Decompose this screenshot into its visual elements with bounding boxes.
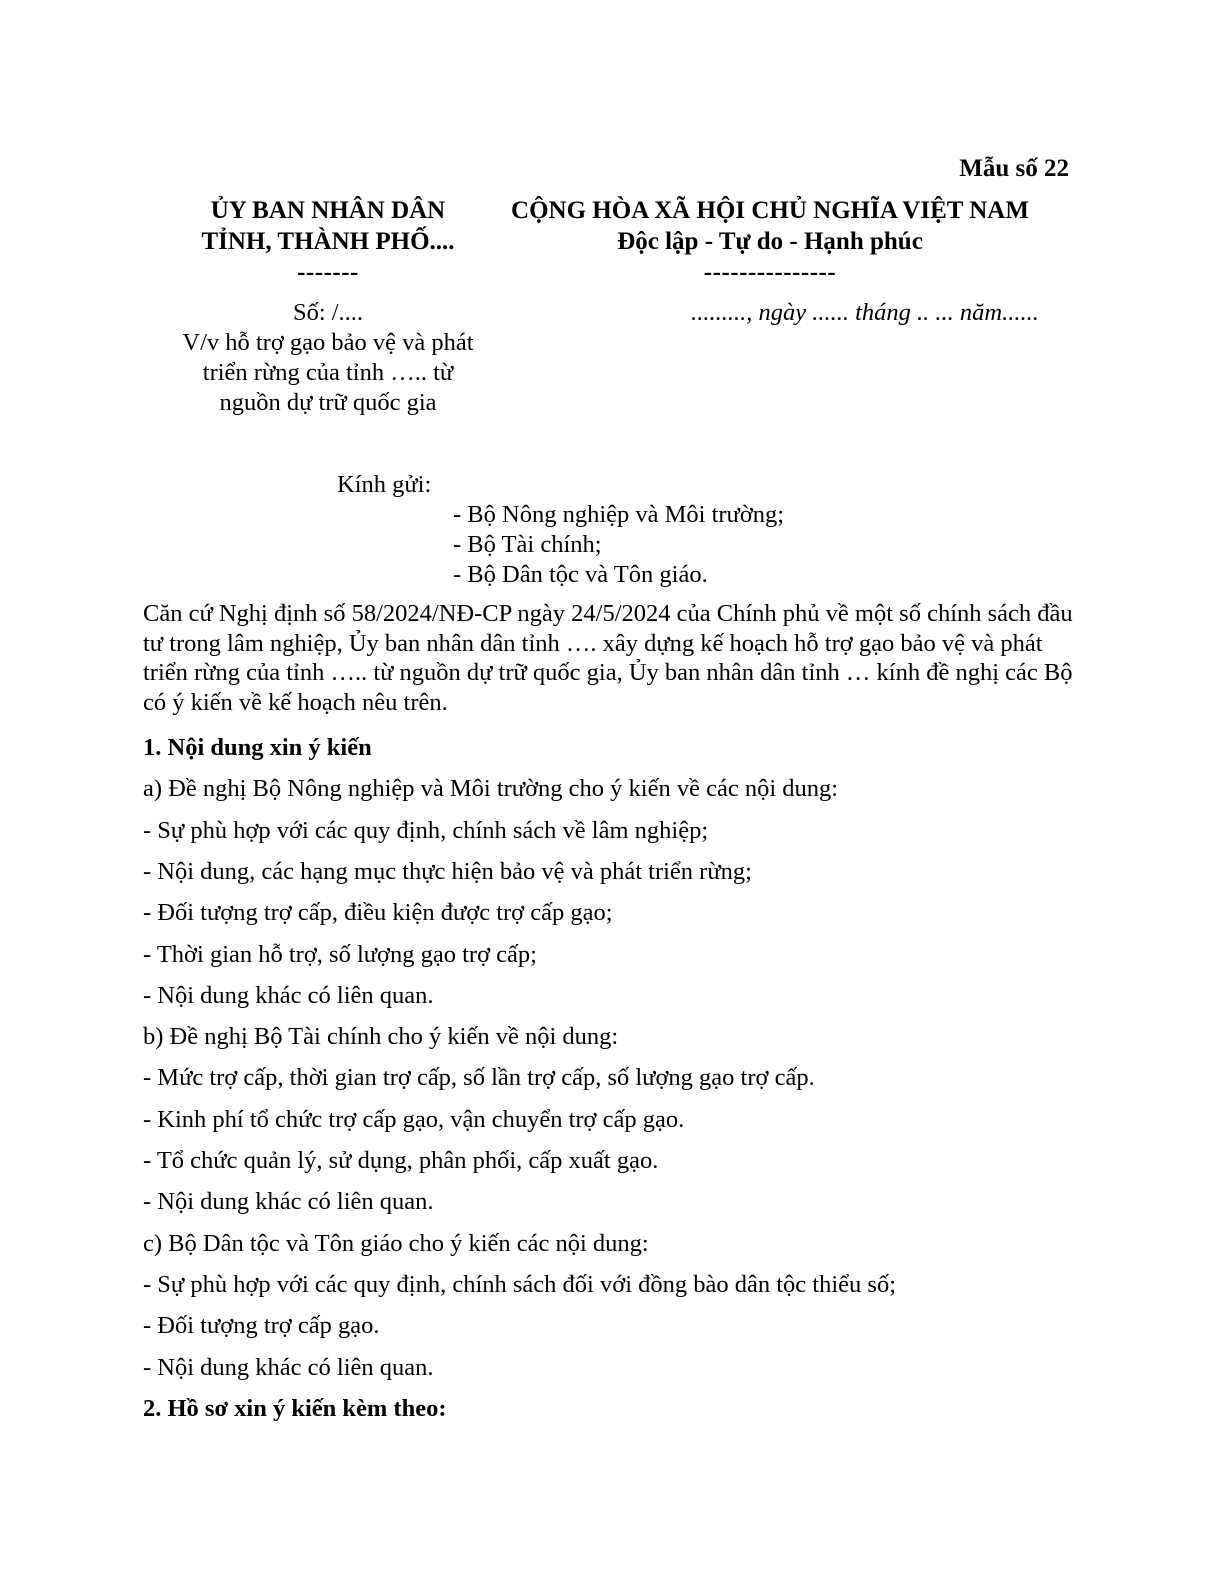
document-body — [143, 599, 1078, 1429]
recipients-label: Kính gửi: — [337, 471, 432, 498]
section-line: c) Bộ Dân tộc và Tôn giáo cho ý kiến các nội dung: — [143, 1229, 649, 1257]
authority-line-1: ỦY BAN NHÂN DÂN — [210, 197, 446, 224]
section-line: - Nội dung khác có liên quan. — [143, 1188, 434, 1216]
section-line: - Kinh phí tổ chức trợ cấp gạo, vận chuyển trợ cấp gạo. — [143, 1105, 685, 1133]
recipients-list — [453, 500, 784, 590]
section-line: - Thời gian hỗ trợ, số lượng gạo trợ cấp; — [143, 940, 537, 968]
section-line: - Nội dung khác có liên quan. — [143, 981, 434, 1009]
section-line: - Nội dung, các hạng mục thực hiện bảo vệ và phát triển rừng; — [143, 857, 752, 885]
form-number: Mẫu số 22 — [959, 155, 1069, 182]
document-reference — [138, 298, 518, 418]
country-name: CỘNG HÒA XÃ HỘI CHỦ NGHĨA VIỆT NAM — [511, 197, 1029, 224]
motto-divider: --------------- — [703, 259, 837, 286]
document-number: Số: /.... — [292, 299, 364, 326]
national-motto-header — [470, 195, 1070, 288]
recipient-item: - Bộ Dân tộc và Tôn giáo. — [453, 561, 708, 588]
section-2-title: 2. Hồ sơ xin ý kiến kèm theo: — [143, 1394, 447, 1422]
section-line: b) Đề nghị Bộ Tài chính cho ý kiến về nội dung: — [143, 1023, 619, 1051]
authority-divider: ------- — [297, 259, 359, 286]
date-line: ........., ngày ...... tháng .. ... năm...... — [691, 299, 1039, 326]
recipient-item: - Bộ Tài chính; — [453, 531, 602, 558]
subject-line-1: V/v hỗ trợ gạo bảo vệ và phát — [182, 329, 474, 356]
subject-line-2: triển rừng của tỉnh ….. từ — [202, 359, 454, 386]
national-motto: Độc lập - Tự do - Hạnh phúc — [617, 228, 923, 255]
intro-paragraph: Căn cứ Nghị định số 58/2024/NĐ-CP ngày 24/5/2024 của Chính phủ về một số chính sách đầu tư trong lâm nghiệp, Ủy ban nhân dân tỉnh …. xây dựng kế hoạch hỗ trợ gạo bảo vệ và phát triển rừng của tỉnh ….. từ nguồn dự trữ quốc gia, Ủy ban nhân dân tỉnh … kính đề nghị các Bộ có ý kiến về kế hoạch nêu trên. — [143, 600, 1073, 716]
recipient-item: - Bộ Nông nghiệp và Môi trường; — [453, 501, 785, 528]
section-1-title: 1. Nội dung xin ý kiến — [143, 734, 372, 762]
section-line: - Đối tượng trợ cấp gạo. — [143, 1312, 380, 1340]
section-line: - Đối tượng trợ cấp, điều kiện được trợ cấp gạo; — [143, 899, 613, 927]
section-line: - Tổ chức quản lý, sử dụng, phân phối, cấp xuất gạo. — [143, 1147, 659, 1175]
section-line: a) Đề nghị Bộ Nông nghiệp và Môi trường cho ý kiến về các nội dung: — [143, 775, 839, 803]
section-line: - Sự phù hợp với các quy định, chính sách đối với đồng bào dân tộc thiểu số; — [143, 1270, 897, 1298]
authority-line-2: TỈNH, THÀNH PHỐ.... — [201, 228, 455, 255]
section-line: - Sự phù hợp với các quy định, chính sách về lâm nghiệp; — [143, 816, 709, 844]
section-line: - Mức trợ cấp, thời gian trợ cấp, số lần trợ cấp, số lượng gạo trợ cấp. — [143, 1064, 815, 1092]
subject-line-3: nguồn dự trữ quốc gia — [219, 389, 437, 416]
issuing-authority-header — [138, 195, 518, 288]
section-line: - Nội dung khác có liên quan. — [143, 1353, 434, 1381]
